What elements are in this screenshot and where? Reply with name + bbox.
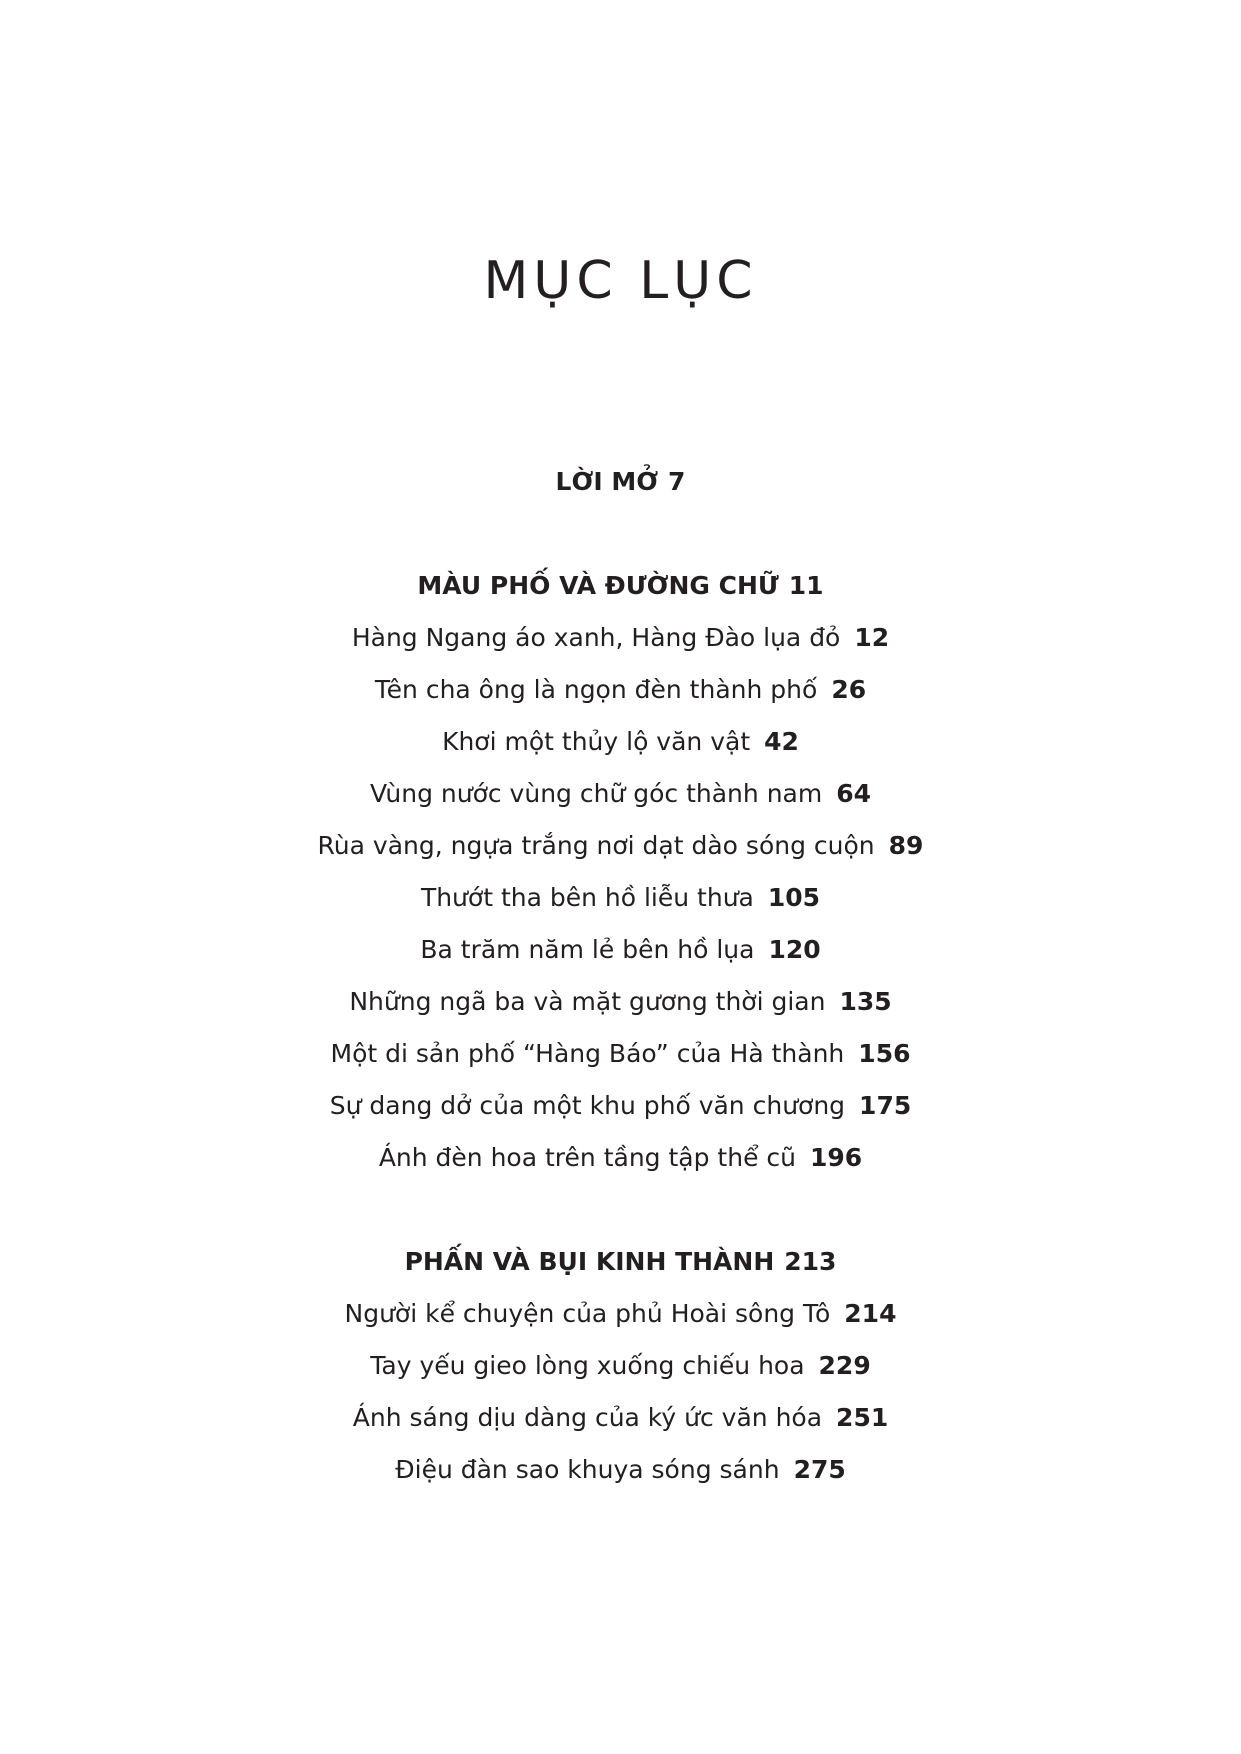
toc-entry-title: Ánh sáng dịu dàng của ký ức văn hóa (352, 1403, 823, 1432)
toc-entry-title: Điệu đàn sao khuya sóng sánh (395, 1455, 780, 1484)
toc-entry-title: Vùng nước vùng chữ góc thành nam (369, 779, 823, 808)
toc-entry[interactable] (0, 1294, 1241, 1334)
toc-entry-title: Ánh đèn hoa trên tầng tập thể cũ (378, 1143, 796, 1172)
toc-entry[interactable] (0, 878, 1241, 918)
toc-entry-page: 89 (888, 831, 924, 860)
toc-entry-page: 251 (836, 1403, 889, 1432)
toc-entry-page: 214 (844, 1299, 897, 1328)
toc-entry-page: 135 (839, 987, 892, 1016)
toc-entry[interactable] (0, 930, 1241, 970)
toc-entry[interactable] (0, 1034, 1241, 1074)
toc-entry[interactable] (0, 1138, 1241, 1178)
toc-section-page: 213 (784, 1247, 837, 1276)
toc-entry-page: 105 (767, 883, 821, 912)
toc-entry[interactable] (0, 774, 1241, 814)
toc-entry-title: Ba trăm năm lẻ bên hồ lụa (420, 935, 755, 964)
toc-entry-page: 64 (836, 779, 872, 808)
toc-entry[interactable] (0, 826, 1241, 866)
toc-entry-title: Khơi một thủy lộ văn vật (442, 727, 751, 756)
toc-entry[interactable] (0, 1398, 1241, 1438)
page-title: MỤC LỤC (483, 251, 758, 311)
toc-entry[interactable] (0, 1450, 1241, 1490)
toc-entry-page: 120 (768, 935, 821, 964)
toc-preface[interactable] (0, 462, 1241, 502)
toc-entry-page: 26 (831, 675, 867, 704)
toc-section-1[interactable] (0, 566, 1241, 606)
toc-entry-title: Một di sản phố “Hàng Báo” của Hà thành (330, 1039, 845, 1068)
toc-preface-title: LỜI MỞ (555, 467, 659, 496)
toc-entry-page: 156 (858, 1039, 911, 1068)
toc-entry-page: 196 (810, 1143, 863, 1172)
toc-section-2[interactable] (0, 1242, 1241, 1282)
toc-entry-page: 175 (859, 1091, 912, 1120)
toc-entry-title: Tên cha ông là ngọn đèn thành phố (374, 675, 818, 704)
toc-entry[interactable] (0, 1346, 1241, 1386)
toc-entry[interactable] (0, 982, 1241, 1022)
toc-entry-title: Hàng Ngang áo xanh, Hàng Đào lụa đỏ (351, 623, 841, 652)
toc-entry-title: Rùa vàng, ngựa trắng nơi dạt dào sóng cuộn (317, 831, 875, 860)
toc-entry-page: 275 (793, 1455, 846, 1484)
toc-entry-page: 229 (818, 1351, 871, 1380)
toc-entry-title: Tay yếu gieo lòng xuống chiếu hoa (370, 1351, 805, 1380)
toc-section-page: 11 (788, 571, 824, 600)
toc-section-title: PHẤN VÀ BỤI KINH THÀNH (404, 1247, 775, 1276)
toc-entry-title: Người kể chuyện của phủ Hoài sông Tô (344, 1299, 831, 1328)
toc-entry-title: Sự dang dở của một khu phố văn chương (329, 1091, 846, 1120)
toc-entry-page: 42 (764, 727, 799, 756)
toc-entry[interactable] (0, 722, 1241, 762)
toc-entry-title: Thướt tha bên hồ liễu thưa (420, 883, 754, 912)
toc-preface-page: 7 (668, 467, 686, 496)
toc-entry[interactable] (0, 618, 1241, 658)
toc-entry[interactable] (0, 1086, 1241, 1126)
toc-entry[interactable] (0, 670, 1241, 710)
toc-section-title: MÀU PHỐ VÀ ĐƯỜNG CHỮ (417, 571, 779, 600)
toc-entry-page: 12 (854, 623, 890, 652)
toc-entry-title: Những ngã ba và mặt gương thời gian (349, 987, 826, 1016)
